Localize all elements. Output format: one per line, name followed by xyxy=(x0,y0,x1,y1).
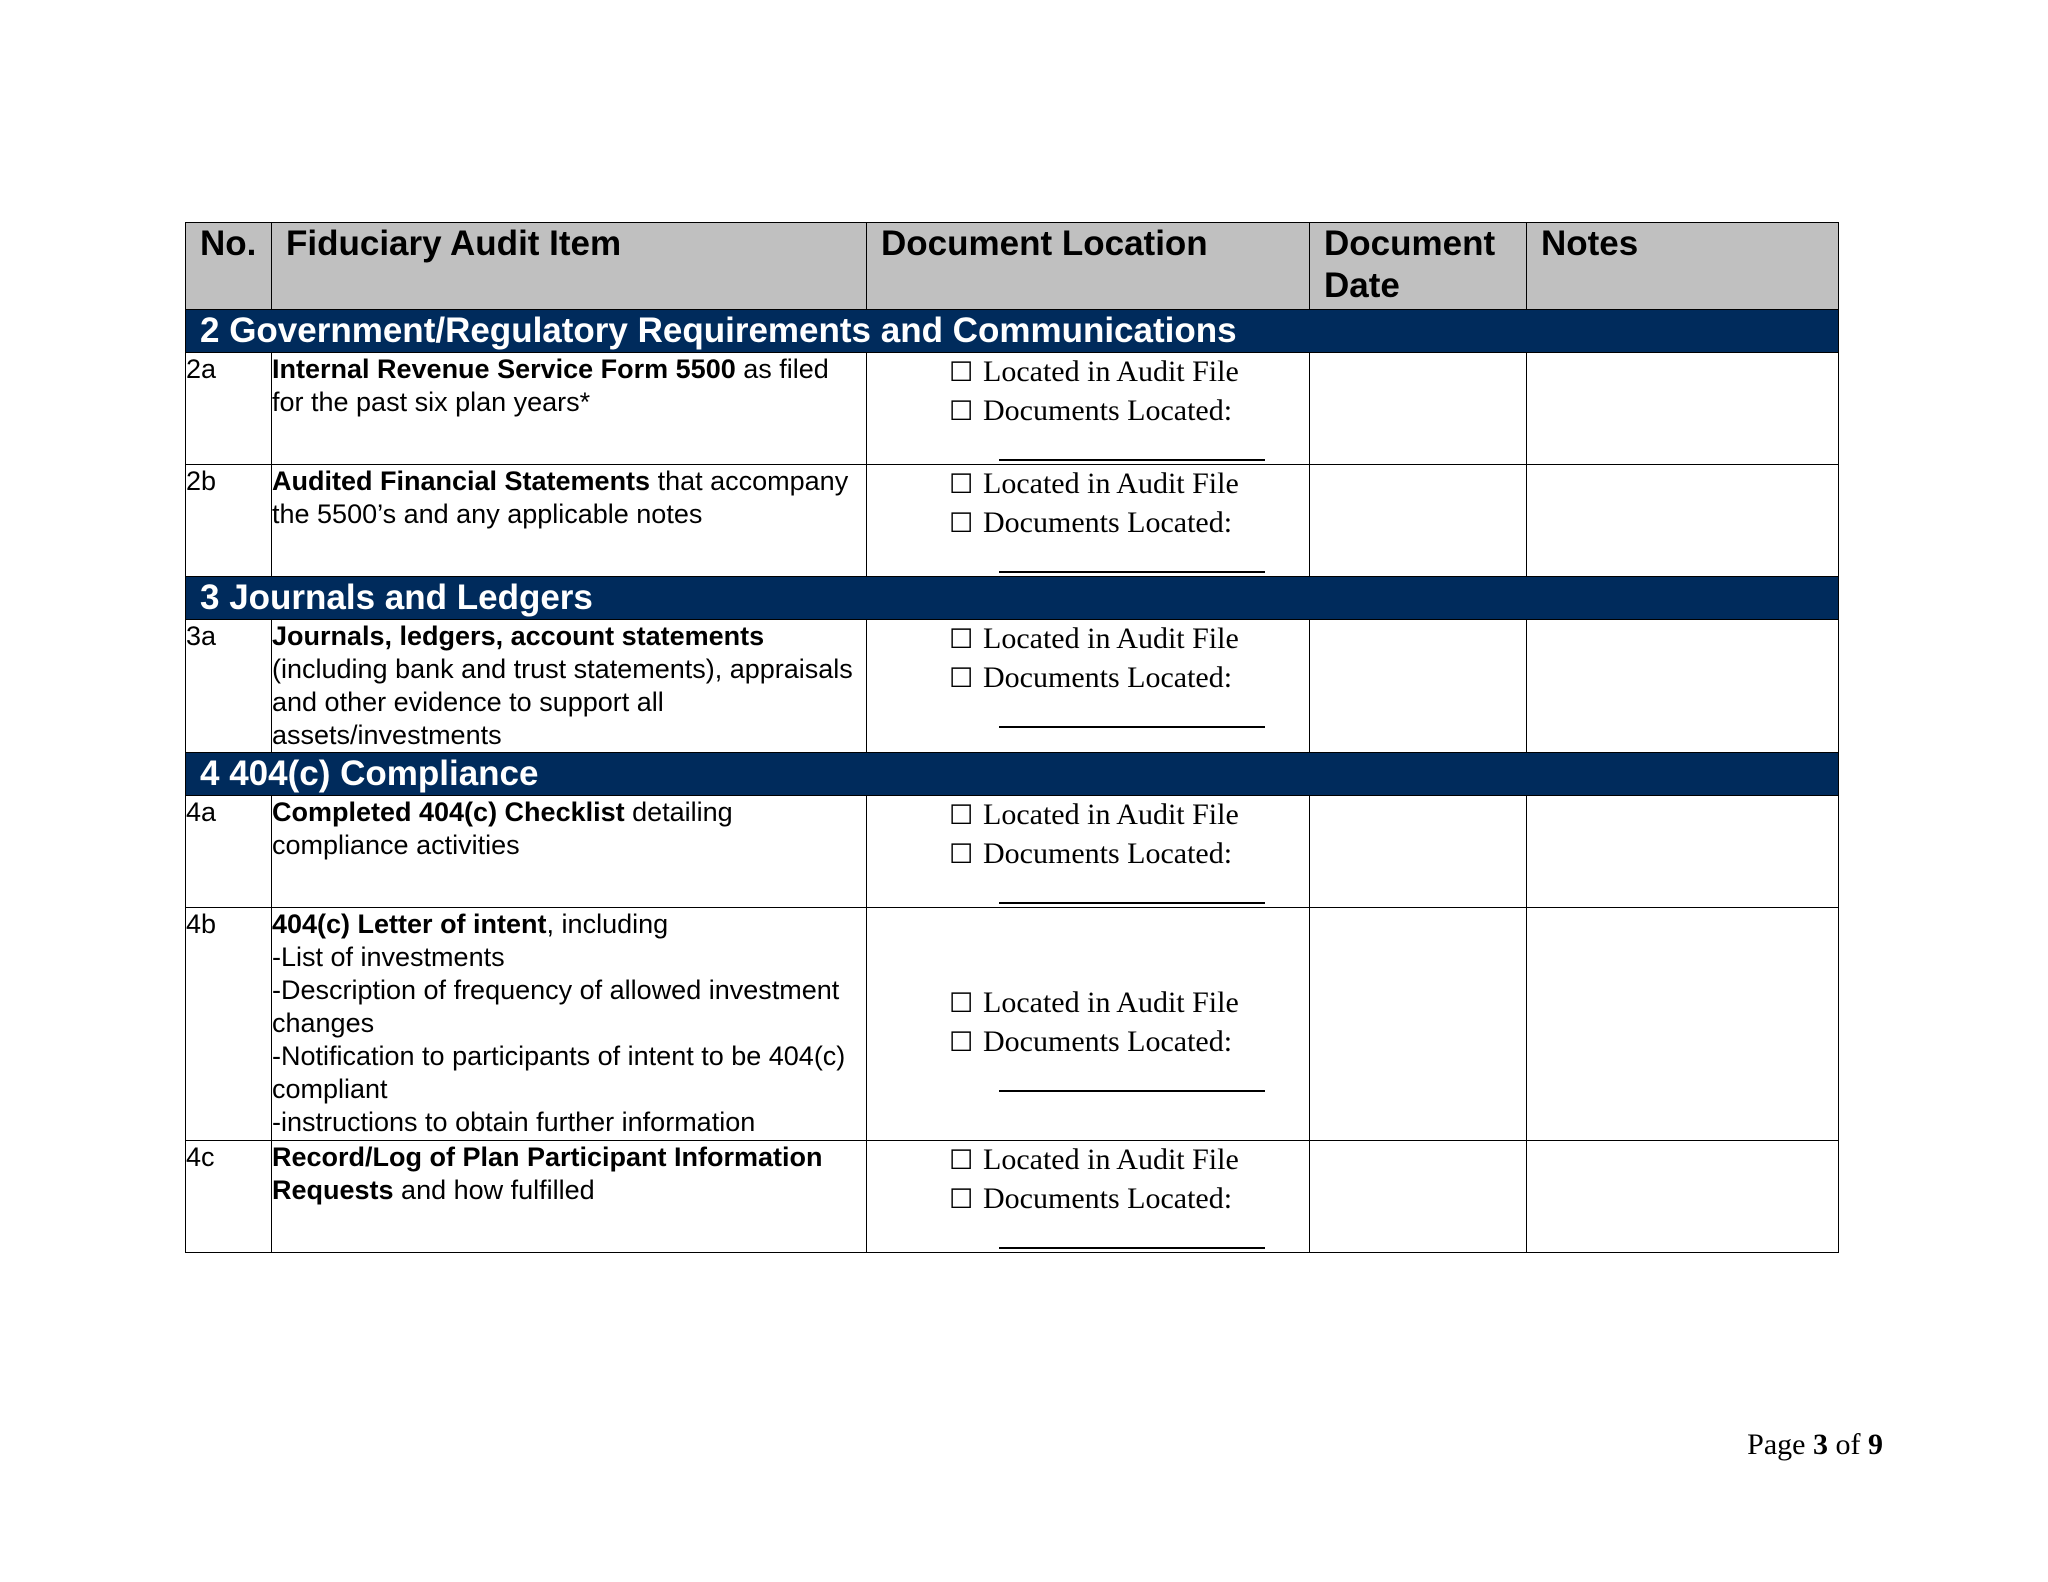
document-date-cell[interactable] xyxy=(1310,1141,1527,1253)
section-header-row xyxy=(186,310,1839,353)
item-description xyxy=(272,908,867,1141)
item-number: 4c xyxy=(186,1141,272,1253)
item-description xyxy=(272,620,867,753)
checkbox-icon[interactable]: ☐ xyxy=(949,663,974,694)
page-label: Page xyxy=(1747,1428,1813,1461)
document-location-cell xyxy=(867,796,1310,908)
documents-located-blank[interactable] xyxy=(999,1062,1265,1092)
item-detail: that accompany the 5500’s and any applicable notes xyxy=(272,466,849,529)
checkbox-icon[interactable]: ☐ xyxy=(949,1145,974,1176)
section-title: 3 Journals and Ledgers xyxy=(186,577,1839,620)
item-detail: detailing compliance activities xyxy=(272,797,733,860)
checkbox-icon[interactable]: ☐ xyxy=(949,1184,974,1215)
located-option[interactable] xyxy=(867,1141,1309,1180)
documents-option[interactable] xyxy=(867,392,1309,431)
audit-checklist-table xyxy=(185,222,1839,1253)
located-option[interactable] xyxy=(867,620,1309,659)
checkbox-icon[interactable]: ☐ xyxy=(949,469,974,500)
document-date-cell[interactable] xyxy=(1310,353,1527,465)
item-description xyxy=(272,796,867,908)
notes-cell[interactable] xyxy=(1527,465,1839,577)
table-row xyxy=(186,465,1839,577)
located-option[interactable] xyxy=(867,984,1309,1023)
documents-located-blank[interactable] xyxy=(999,874,1265,904)
located-label: Located in Audit File xyxy=(983,467,1239,500)
document-location-cell xyxy=(867,353,1310,465)
item-description xyxy=(272,1141,867,1253)
item-bullet: -instructions to obtain further information xyxy=(272,1107,756,1137)
item-description xyxy=(272,465,867,577)
page-current: 3 xyxy=(1813,1428,1828,1461)
checkbox-icon[interactable]: ☐ xyxy=(949,800,974,831)
documents-label: Documents Located: xyxy=(983,661,1233,694)
notes-cell[interactable] xyxy=(1527,796,1839,908)
documents-located-blank[interactable] xyxy=(999,543,1265,573)
documents-located-blank[interactable] xyxy=(999,698,1265,728)
notes-cell[interactable] xyxy=(1527,353,1839,465)
checkbox-icon[interactable]: ☐ xyxy=(949,624,974,655)
item-number: 3a xyxy=(186,620,272,753)
located-label: Located in Audit File xyxy=(983,355,1239,388)
header-item: Fiduciary Audit Item xyxy=(272,223,867,310)
documents-option[interactable] xyxy=(867,1023,1309,1062)
item-bullet: -List of investments xyxy=(272,942,505,972)
item-number: 4a xyxy=(186,796,272,908)
page-total: 9 xyxy=(1868,1428,1883,1461)
section-title: 4 404(c) Compliance xyxy=(186,753,1839,796)
documents-option[interactable] xyxy=(867,835,1309,874)
item-number: 2b xyxy=(186,465,272,577)
document-location-cell xyxy=(867,620,1310,753)
checkbox-icon[interactable]: ☐ xyxy=(949,988,974,1019)
item-detail: as filed for the past six plan years* xyxy=(272,354,829,417)
documents-label: Documents Located: xyxy=(983,506,1233,539)
checkbox-icon[interactable]: ☐ xyxy=(949,1027,974,1058)
notes-cell[interactable] xyxy=(1527,620,1839,753)
documents-located-blank[interactable] xyxy=(999,431,1265,461)
located-label: Located in Audit File xyxy=(983,622,1239,655)
documents-label: Documents Located: xyxy=(983,394,1233,427)
item-bullet: -Notification to participants of intent to be 404(c) compliant xyxy=(272,1041,846,1104)
checkbox-icon[interactable]: ☐ xyxy=(949,839,974,870)
table-row xyxy=(186,1141,1839,1253)
documents-label: Documents Located: xyxy=(983,1025,1233,1058)
header-no: No. xyxy=(186,223,272,310)
documents-label: Documents Located: xyxy=(983,1182,1233,1215)
located-option[interactable] xyxy=(867,465,1309,504)
document-date-cell[interactable] xyxy=(1310,620,1527,753)
header-notes: Notes xyxy=(1527,223,1839,310)
item-bullet: -Description of frequency of allowed investment changes xyxy=(272,975,840,1038)
section-header-row xyxy=(186,577,1839,620)
located-option[interactable] xyxy=(867,796,1309,835)
document-location-cell xyxy=(867,908,1310,1141)
checkbox-icon[interactable]: ☐ xyxy=(949,508,974,539)
document-location-cell xyxy=(867,465,1310,577)
notes-cell[interactable] xyxy=(1527,908,1839,1141)
document-date-cell[interactable] xyxy=(1310,465,1527,577)
documents-label: Documents Located: xyxy=(983,837,1233,870)
checkbox-icon[interactable]: ☐ xyxy=(949,396,974,427)
document-date-cell[interactable] xyxy=(1310,908,1527,1141)
section-header-row xyxy=(186,753,1839,796)
documents-option[interactable] xyxy=(867,659,1309,698)
header-location: Document Location xyxy=(867,223,1310,310)
notes-cell[interactable] xyxy=(1527,1141,1839,1253)
item-title: Journals, ledgers, account statements xyxy=(272,621,765,651)
item-detail: (including bank and trust statements), appraisals and other evidence to support all assets/investments xyxy=(272,654,853,750)
section-title: 2 Government/Regulatory Requirements and Communications xyxy=(186,310,1839,353)
item-title: Completed 404(c) Checklist xyxy=(272,797,625,827)
item-title: Record/Log of Plan Participant Information Requests xyxy=(272,1142,823,1205)
item-detail: and how fulfilled xyxy=(393,1175,595,1205)
table-row xyxy=(186,620,1839,753)
page-of: of xyxy=(1828,1428,1868,1461)
located-label: Located in Audit File xyxy=(983,986,1239,1019)
table-row xyxy=(186,908,1839,1141)
document-location-cell xyxy=(867,1141,1310,1253)
item-number: 2a xyxy=(186,353,272,465)
located-label: Located in Audit File xyxy=(983,798,1239,831)
documents-option[interactable] xyxy=(867,1180,1309,1219)
item-title: 404(c) Letter of intent xyxy=(272,909,547,939)
table-row xyxy=(186,353,1839,465)
table-row xyxy=(186,796,1839,908)
documents-located-blank[interactable] xyxy=(999,1219,1265,1249)
item-description xyxy=(272,353,867,465)
item-title: Internal Revenue Service Form 5500 xyxy=(272,354,736,384)
page-number xyxy=(1747,1428,1883,1462)
header-date: Document Date xyxy=(1310,223,1527,310)
item-number: 4b xyxy=(186,908,272,1141)
document-date-cell[interactable] xyxy=(1310,796,1527,908)
checkbox-icon[interactable]: ☐ xyxy=(949,357,974,388)
item-title: Audited Financial Statements xyxy=(272,466,651,496)
documents-option[interactable] xyxy=(867,504,1309,543)
item-detail: , including xyxy=(546,909,669,939)
located-option[interactable] xyxy=(867,353,1309,392)
table-header-row xyxy=(186,223,1839,310)
located-label: Located in Audit File xyxy=(983,1143,1239,1176)
